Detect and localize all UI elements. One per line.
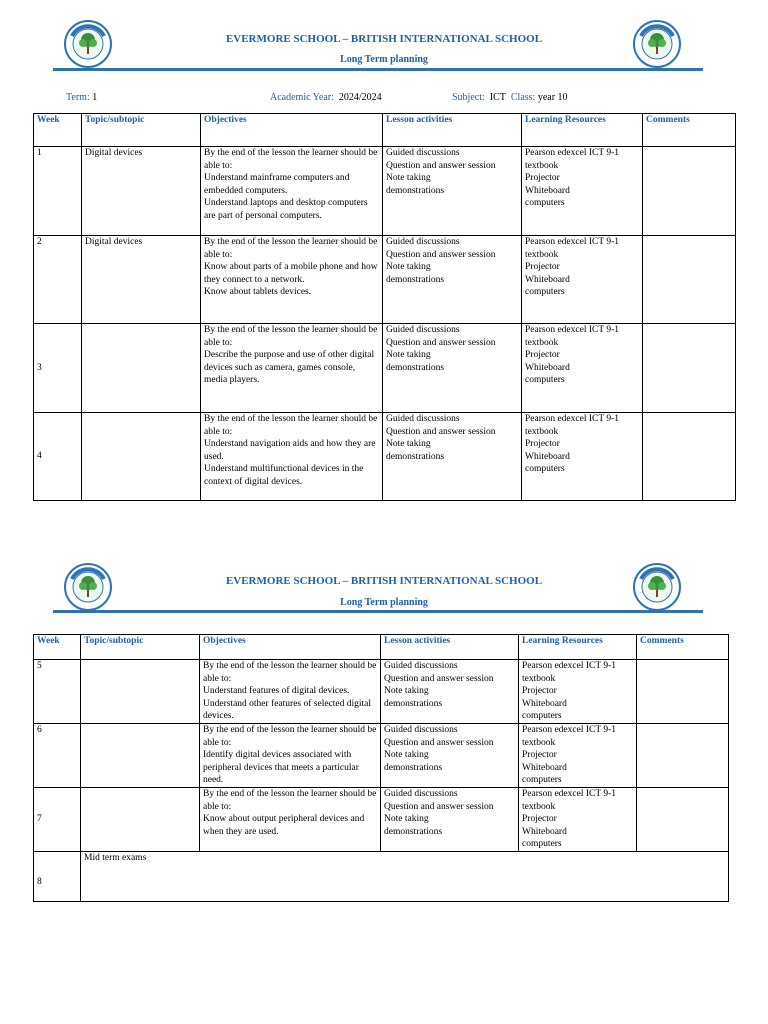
- objectives-cell-line: Understand laptops and desktop computers are part of personal computers.: [204, 198, 368, 221]
- academic-year-value: 2024/2024: [338, 92, 382, 103]
- resources-cell-line: computers: [525, 464, 565, 474]
- activities-cell-line: Question and answer session: [384, 673, 494, 684]
- resources-cell-line: Pearson edexcel ICT 9-1 textbook: [522, 725, 617, 748]
- comments-cell: [643, 324, 736, 413]
- week-cell: 1: [34, 147, 82, 236]
- header-divider-page-2: [53, 610, 703, 613]
- activities-cell: [383, 324, 522, 413]
- objectives-cell-line: By the end of the lesson the learner should be able to:: [204, 148, 378, 171]
- resources-cell-line: Whiteboard: [522, 698, 567, 709]
- resources-cell: [522, 147, 643, 236]
- comments-cell: [637, 724, 729, 788]
- topic-cell: Digital devices: [82, 236, 201, 324]
- resources-cell-line: Pearson edexcel ICT 9-1 textbook: [525, 237, 620, 260]
- activities-cell-line: Guided discussions: [384, 661, 458, 671]
- activities-cell-line: Note taking: [386, 439, 431, 449]
- activities-cell: [381, 724, 519, 788]
- objectives-cell-line: Understand navigation aids and how they are used.: [204, 439, 376, 462]
- activities-cell-line: demonstrations: [386, 274, 445, 285]
- activities-cell-line: Question and answer session: [384, 801, 494, 812]
- subject-value: ICT: [489, 92, 506, 103]
- resources-cell-line: Pearson edexcel ICT 9-1 textbook: [522, 661, 617, 684]
- activities-cell-line: demonstrations: [384, 762, 443, 773]
- objectives-cell-line: Describe the purpose and use of other digital devices such as camera, games console, media players.: [204, 350, 375, 385]
- activities-cell: [381, 660, 519, 724]
- resources-cell: [522, 413, 643, 501]
- school-name-heading-page-2: EVERMORE SCHOOL – BRITISH INTERNATIONAL SCHOOL: [225, 575, 543, 587]
- column-header-resources: Learning Resources: [522, 114, 643, 147]
- activities-cell-line: Note taking: [386, 350, 431, 360]
- resources-cell: [519, 724, 637, 788]
- column-header-activities: Lesson activities: [381, 635, 519, 660]
- activities-cell-line: Guided discussions: [386, 237, 460, 247]
- column-header-topic: Topic/subtopic: [82, 114, 201, 147]
- resources-cell-line: computers: [522, 839, 562, 849]
- resources-cell-line: Pearson edexcel ICT 9-1 textbook: [522, 789, 617, 812]
- activities-cell-line: demonstrations: [384, 698, 443, 709]
- activities-cell-line: Guided discussions: [384, 725, 458, 735]
- table-row: [34, 236, 736, 324]
- term-value: 1: [92, 92, 98, 103]
- comments-cell: [643, 236, 736, 324]
- week-cell: 2: [34, 236, 82, 324]
- activities-cell-line: demonstrations: [384, 826, 443, 837]
- objectives-cell-line: By the end of the lesson the learner should be able to:: [204, 414, 378, 437]
- topic-cell: [81, 660, 200, 724]
- objectives-cell: [201, 413, 383, 501]
- lesson-plan-table-page-2: [33, 634, 729, 902]
- activities-cell: [383, 236, 522, 324]
- comments-cell: [637, 788, 729, 852]
- resources-cell-line: computers: [522, 711, 562, 721]
- activities-cell-line: demonstrations: [386, 362, 445, 373]
- objectives-cell-line: Understand other features of selected digital devices.: [203, 698, 372, 721]
- objectives-cell-line: Understand mainframe computers and embedded computers.: [204, 173, 350, 196]
- activities-cell-line: demonstrations: [386, 451, 445, 462]
- academic-year-field: [270, 92, 382, 103]
- resources-cell-line: Pearson edexcel ICT 9-1 textbook: [525, 325, 620, 348]
- objectives-cell-line: By the end of the lesson the learner should be able to:: [203, 725, 377, 748]
- activities-cell-line: demonstrations: [386, 185, 445, 196]
- document-title: Long Term planning: [340, 54, 428, 65]
- midterm-row: [34, 851, 729, 901]
- objectives-cell-line: Identify digital devices associated with peripheral devices that meets a particular need.: [203, 750, 359, 785]
- table-header-row: [34, 114, 736, 147]
- resources-cell-line: Projector: [525, 173, 560, 183]
- column-header-objectives: Objectives: [201, 114, 383, 147]
- activities-cell-line: Note taking: [386, 173, 431, 183]
- resources-cell: [522, 236, 643, 324]
- table-row: [34, 324, 736, 413]
- activities-cell-line: Question and answer session: [386, 249, 496, 260]
- week-cell: 3: [34, 324, 82, 413]
- topic-cell: [81, 724, 200, 788]
- comments-cell: [643, 147, 736, 236]
- objectives-cell: [201, 236, 383, 324]
- resources-cell-line: Whiteboard: [522, 762, 567, 773]
- resources-cell-line: Whiteboard: [525, 362, 570, 373]
- objectives-cell: [200, 660, 381, 724]
- objectives-cell-line: Know about tablets devices.: [204, 287, 312, 297]
- activities-cell: [383, 147, 522, 236]
- week-cell: 5: [34, 660, 81, 724]
- column-header-objectives: Objectives: [200, 635, 381, 660]
- objectives-cell-line: By the end of the lesson the learner should be able to:: [204, 237, 378, 260]
- term-label: Term:: [66, 92, 90, 103]
- lesson-plan-table-page-1: [33, 113, 736, 501]
- resources-cell-line: Projector: [525, 439, 560, 449]
- resources-cell-line: Projector: [522, 686, 557, 696]
- resources-cell-line: Whiteboard: [525, 185, 570, 196]
- objectives-cell-line: By the end of the lesson the learner should be able to:: [203, 789, 377, 812]
- table-row: [34, 724, 729, 788]
- topic-cell: [82, 324, 201, 413]
- objectives-cell-line: Know about parts of a mobile phone and how they connect to a network.: [204, 262, 378, 285]
- activities-cell-line: Guided discussions: [386, 414, 460, 424]
- table-row: [34, 660, 729, 724]
- objectives-cell: [200, 788, 381, 852]
- resources-cell: [522, 324, 643, 413]
- objectives-cell: [200, 724, 381, 788]
- resources-cell-line: Projector: [522, 814, 557, 824]
- table-row: [34, 413, 736, 501]
- column-header-week: Week: [34, 114, 82, 147]
- academic-year-label: Academic Year:: [270, 92, 334, 103]
- activities-cell-line: Note taking: [384, 686, 429, 696]
- resources-cell-line: computers: [525, 375, 565, 385]
- midterm-exams-cell: Mid term exams: [81, 851, 729, 901]
- school-name-heading: EVERMORE SCHOOL – BRITISH INTERNATIONAL SCHOOL: [225, 33, 543, 45]
- column-header-comments: Comments: [637, 635, 729, 660]
- class-value: year 10: [537, 92, 568, 103]
- resources-cell: [519, 660, 637, 724]
- activities-cell-line: Guided discussions: [386, 148, 460, 158]
- column-header-activities: Lesson activities: [383, 114, 522, 147]
- resources-cell: [519, 788, 637, 852]
- header-divider: [53, 68, 703, 71]
- activities-cell-line: Guided discussions: [384, 789, 458, 799]
- objectives-cell-line: Know about output peripheral devices and when they are used.: [203, 814, 365, 837]
- column-header-topic: Topic/subtopic: [81, 635, 200, 660]
- resources-cell-line: computers: [522, 775, 562, 785]
- activities-cell-line: Question and answer session: [386, 160, 496, 171]
- objectives-cell: [201, 147, 383, 236]
- resources-cell-line: computers: [525, 287, 565, 297]
- resources-cell-line: Whiteboard: [525, 274, 570, 285]
- subject-label: Subject:: [452, 92, 485, 103]
- resources-cell-line: Projector: [525, 350, 560, 360]
- activities-cell-line: Note taking: [386, 262, 431, 272]
- activities-cell-line: Note taking: [384, 750, 429, 760]
- objectives-cell: [201, 324, 383, 413]
- resources-cell-line: Projector: [522, 750, 557, 760]
- term-field: [66, 92, 97, 103]
- objectives-cell-line: Understand features of digital devices.: [203, 686, 350, 696]
- class-label: Class:: [510, 92, 536, 103]
- activities-cell-line: Note taking: [384, 814, 429, 824]
- resources-cell-line: Whiteboard: [525, 451, 570, 462]
- table-row: [34, 788, 729, 852]
- resources-cell-line: Whiteboard: [522, 826, 567, 837]
- subject-field: [452, 92, 568, 103]
- week-cell: 8: [34, 851, 81, 901]
- column-header-week: Week: [34, 635, 81, 660]
- resources-cell-line: Pearson edexcel ICT 9-1 textbook: [525, 148, 620, 171]
- week-cell: 6: [34, 724, 81, 788]
- objectives-cell-line: By the end of the lesson the learner should be able to:: [204, 325, 378, 348]
- resources-cell-line: Projector: [525, 262, 560, 272]
- topic-cell: [81, 788, 200, 852]
- comments-cell: [637, 660, 729, 724]
- week-cell: 7: [34, 788, 81, 852]
- activities-cell: [381, 788, 519, 852]
- table-header-row: [34, 635, 729, 660]
- activities-cell-line: Question and answer session: [386, 337, 496, 348]
- document-title-page-2: Long Term planning: [340, 597, 428, 608]
- activities-cell-line: Guided discussions: [386, 325, 460, 335]
- resources-cell-line: Pearson edexcel ICT 9-1 textbook: [525, 414, 620, 437]
- topic-cell: Digital devices: [82, 147, 201, 236]
- activities-cell: [383, 413, 522, 501]
- week-cell: 4: [34, 413, 82, 501]
- comments-cell: [643, 413, 736, 501]
- topic-cell: [82, 413, 201, 501]
- resources-cell-line: computers: [525, 198, 565, 208]
- activities-cell-line: Question and answer session: [386, 426, 496, 437]
- column-header-comments: Comments: [643, 114, 736, 147]
- objectives-cell-line: Understand multifunctional devices in the context of digital devices.: [204, 464, 364, 487]
- column-header-resources: Learning Resources: [519, 635, 637, 660]
- table-row: [34, 147, 736, 236]
- activities-cell-line: Question and answer session: [384, 737, 494, 748]
- objectives-cell-line: By the end of the lesson the learner should be able to:: [203, 661, 377, 684]
